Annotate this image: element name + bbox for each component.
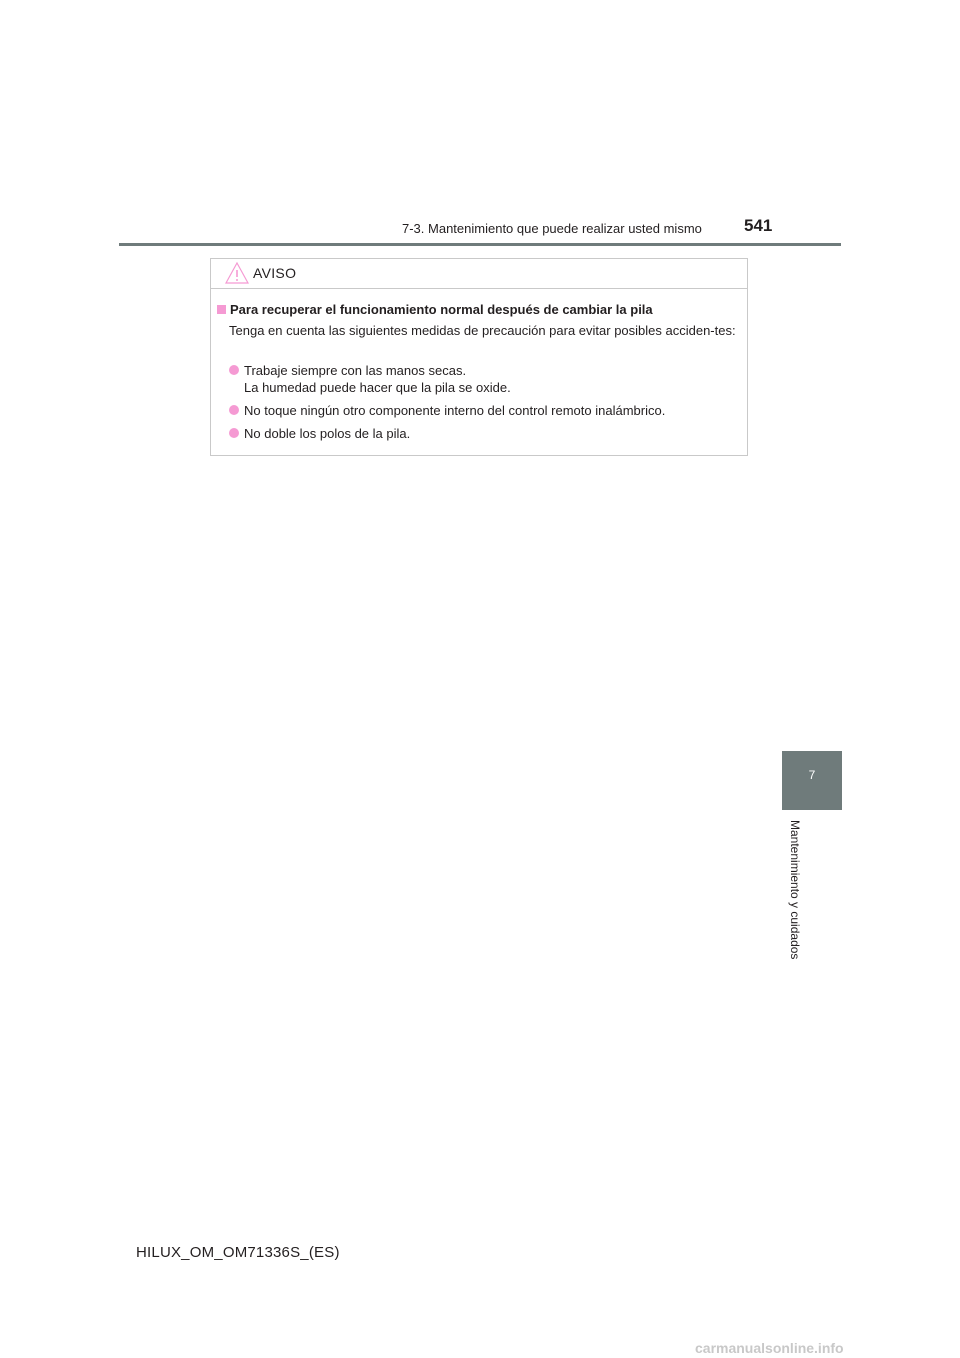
circle-bullet-icon <box>229 365 239 375</box>
header-section-title: 7-3. Mantenimiento que puede realizar usted mismo <box>402 221 702 236</box>
bullet-item <box>229 402 739 419</box>
warning-intro: Tenga en cuenta las siguientes medidas de precaución para evitar posibles acciden-tes: <box>229 323 736 338</box>
watermark: carmanualsonline.info <box>695 1340 844 1356</box>
chapter-label: Mantenimiento y cuidados <box>788 820 802 960</box>
warning-heading-text: Para recuperar el funcionamiento normal después de cambiar la pila <box>230 302 653 317</box>
bullet-text-continued: La humedad puede hacer que la pila se oxide. <box>244 380 511 395</box>
bullet-item <box>229 425 739 442</box>
circle-bullet-icon <box>229 428 239 438</box>
chapter-tab <box>782 751 842 810</box>
chapter-number: 7 <box>808 768 816 782</box>
header-divider <box>119 243 841 246</box>
warning-triangle-icon <box>225 262 249 289</box>
warning-header <box>211 259 747 289</box>
page-number: 541 <box>744 216 773 235</box>
warning-heading <box>217 301 741 318</box>
square-bullet-icon <box>217 305 226 314</box>
document-code: HILUX_OM_OM71336S_(ES) <box>136 1244 340 1261</box>
bullet-text: No toque ningún otro componente interno del control remoto inalámbrico. <box>244 403 666 418</box>
warning-box <box>210 258 748 456</box>
circle-bullet-icon <box>229 405 239 415</box>
bullet-text: Trabaje siempre con las manos secas. <box>244 363 467 378</box>
bullet-item <box>229 362 739 396</box>
bullet-text: No doble los polos de la pila. <box>244 426 411 441</box>
warning-title: AVISO <box>253 265 297 281</box>
